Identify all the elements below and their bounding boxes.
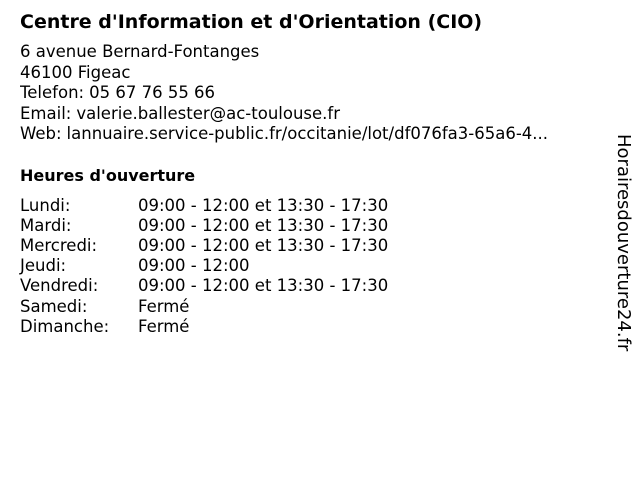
email-line: [20, 104, 595, 125]
email-label: Email:: [20, 103, 72, 123]
address-city: 46100 Figeac: [20, 62, 131, 82]
phone-line: [20, 83, 595, 104]
day-hours: 09:00 - 12:00 et 13:30 - 17:30: [138, 276, 389, 296]
opening-hours-table: [20, 196, 388, 337]
day-hours: 09:00 - 12:00 et 13:30 - 17:30: [138, 195, 389, 215]
brand-text: Horairesdouverture24.fr: [613, 134, 634, 352]
day-hours: 09:00 - 12:00 et 13:30 - 17:30: [138, 235, 389, 255]
hours-row-saturday: [20, 297, 388, 317]
business-title: Centre d'Information et d'Orientation (CIO): [20, 11, 483, 33]
brand-watermark: [612, 134, 634, 374]
hours-row-wednesday: [20, 236, 388, 256]
hours-row-monday: [20, 196, 388, 216]
email-value[interactable]: valerie.ballester@ac-toulouse.fr: [76, 103, 341, 123]
address-street: 6 avenue Bernard-Fontanges: [20, 42, 260, 61]
opening-hours-heading: Heures d'ouverture: [20, 165, 196, 185]
hours-row-tuesday: [20, 216, 388, 236]
day-label: Lundi:: [20, 195, 71, 215]
day-hours: 09:00 - 12:00 et 13:30 - 17:30: [138, 215, 389, 235]
day-hours: Fermé: [138, 316, 190, 336]
hours-row-thursday: [20, 256, 388, 276]
hours-row-sunday: [20, 317, 388, 337]
day-hours: Fermé: [138, 296, 190, 316]
web-line: [20, 124, 595, 145]
phone-value[interactable]: 05 67 76 55 66: [89, 83, 216, 102]
web-link[interactable]: lannuaire.service-public.fr/occitanie/lot/df076fa3-65a6-4...: [66, 124, 549, 143]
business-card: [20, 10, 600, 337]
day-label: Jeudi:: [20, 256, 67, 276]
day-label: Vendredi:: [20, 276, 99, 296]
web-label: Web:: [20, 124, 62, 143]
day-label: Mercredi:: [20, 235, 98, 255]
day-label: Mardi:: [20, 215, 72, 235]
day-label: Dimanche:: [20, 316, 110, 336]
phone-label: Telefon:: [20, 83, 85, 102]
hours-row-friday: [20, 276, 388, 296]
day-hours: 09:00 - 12:00: [138, 256, 250, 276]
day-label: Samedi:: [20, 296, 88, 316]
